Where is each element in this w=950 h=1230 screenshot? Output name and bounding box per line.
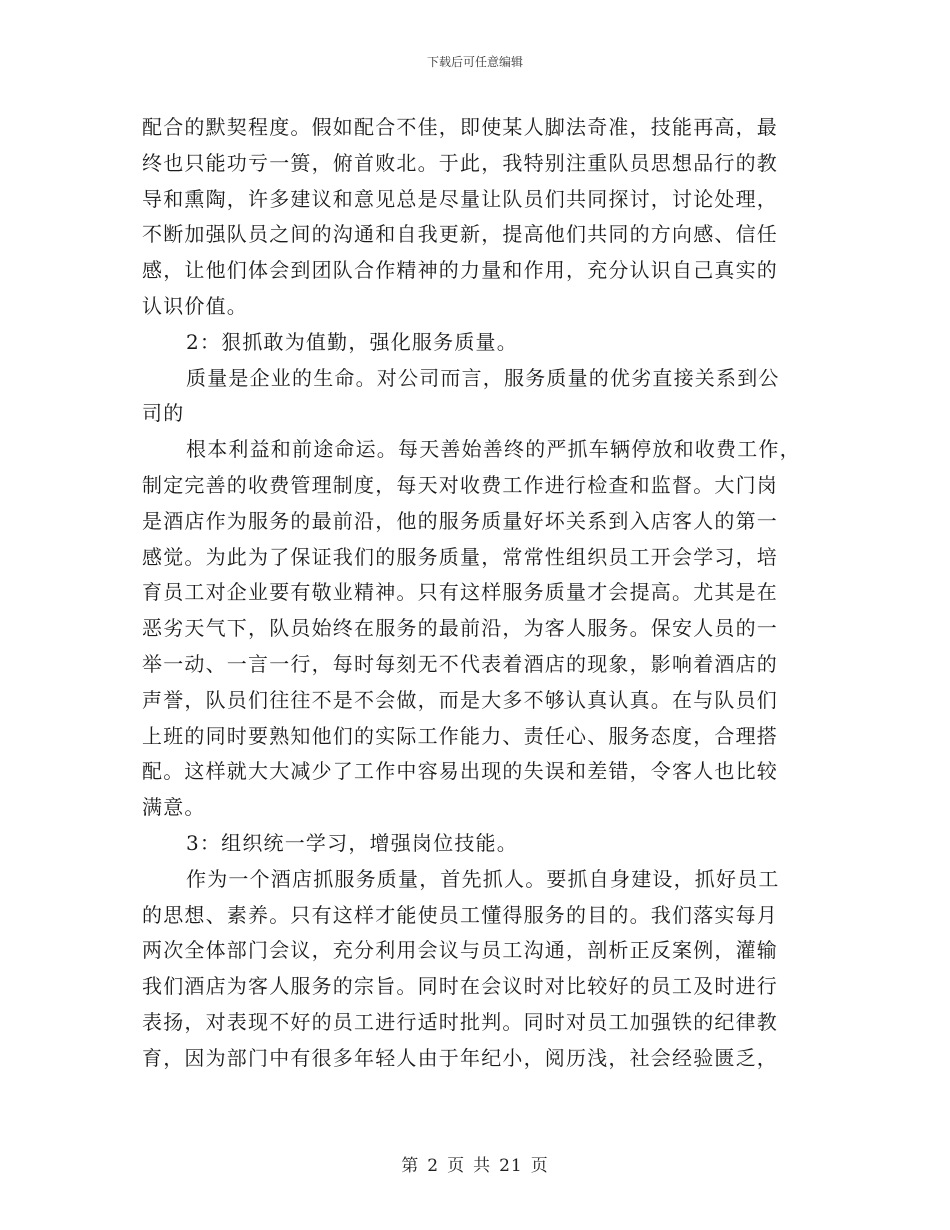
text-line: 恶劣天气下，队员始终在服务的最前沿，为客人服务。保安人员的一 <box>142 616 778 641</box>
text-line: 作为一个酒店抓服务质量，首先抓人。要抓自身建设，抓好员工 <box>186 866 780 891</box>
text-line: 认识价值。 <box>142 293 248 318</box>
text-line: 举一动、一言一行，每时每刻无不代表着酒店的现象，影响着酒店的 <box>142 651 778 676</box>
body-text <box>142 110 804 1077</box>
text-line: 上班的同时要熟知他们的实际工作能力、责任心、服务态度，合理搭 <box>142 723 778 748</box>
text-line: 司的 <box>142 401 185 426</box>
footer-gong: 共 <box>473 1156 492 1176</box>
section-heading: 3：组织统一学习，增强岗位技能。 <box>186 830 518 855</box>
footer-ye: 页 <box>530 1156 549 1176</box>
text-line: 导和熏陶，许多建议和意见总是尽量让队员们共同探讨，讨论处理， <box>142 186 778 211</box>
section-heading: 2：狠抓敢为值勤，强化服务质量。 <box>186 329 518 354</box>
text-line: 制定完善的收费管理制度，每天对收费工作进行检查和监督。大门岗 <box>142 472 778 497</box>
text-line: 育员工对企业要有敬业精神。只有这样服务质量才会提高。尤其是在 <box>142 580 778 605</box>
page-header: 下载后可任意编辑 <box>426 55 523 69</box>
text-line: 配合的默契程度。假如配合不佳，即使某人脚法奇准，技能再高，最 <box>142 115 778 139</box>
text-line: 终也只能功亏一篑，俯首败北。于此，我特别注重队员思想品行的教 <box>142 150 778 175</box>
text-line: 质量是企业的生命。对公司而言，服务质量的优劣直接关系到公 <box>186 365 780 390</box>
footer-di: 第 <box>401 1156 420 1176</box>
page-footer <box>0 1155 950 1177</box>
text-line: 配。这样就大大减少了工作中容易出现的失误和差错，令客人也比较 <box>142 759 778 784</box>
total-pages: 21 <box>499 1156 523 1176</box>
text-line: 满意。 <box>142 795 206 820</box>
text-line: 的思想、素养。只有这样才能使员工懂得服务的目的。我们落实每月 <box>142 902 778 927</box>
text-line: 根本利益和前途命运。每天善始善终的严抓车辆停放和收费工作， <box>186 437 801 462</box>
text-line: 我们酒店为客人服务的宗旨。同时在会议时对比较好的员工及时进行 <box>142 974 778 999</box>
text-line: 育，因为部门中有很多年轻人由于年纪小，阅历浅，社会经验匮乏， <box>142 1045 778 1070</box>
text-line: 声誉，队员们往往不是不会做，而是大多不够认真认真。在与队员们 <box>142 687 778 712</box>
text-line: 不断加强队员之间的沟通和自我更新，提高他们共同的方向感、信任 <box>142 222 778 247</box>
text-line: 两次全体部门会议，充分利用会议与员工沟通，剖析正反案例，灌输 <box>142 938 778 963</box>
text-line: 表扬，对表现不好的员工进行适时批判。同时对员工加强铁的纪律教 <box>142 1009 778 1034</box>
text-line: 感，让他们体会到团队合作精神的力量和作用，充分认识自己真实的 <box>142 258 778 283</box>
footer-ye: 页 <box>447 1156 466 1176</box>
text-line: 感觉。为此为了保证我们的服务质量，常常性组织员工开会学习，培 <box>142 544 778 569</box>
page-number: 2 <box>427 1156 440 1176</box>
text-line: 是酒店作为服务的最前沿，他的服务质量好坏关系到入店客人的第一 <box>142 508 778 533</box>
